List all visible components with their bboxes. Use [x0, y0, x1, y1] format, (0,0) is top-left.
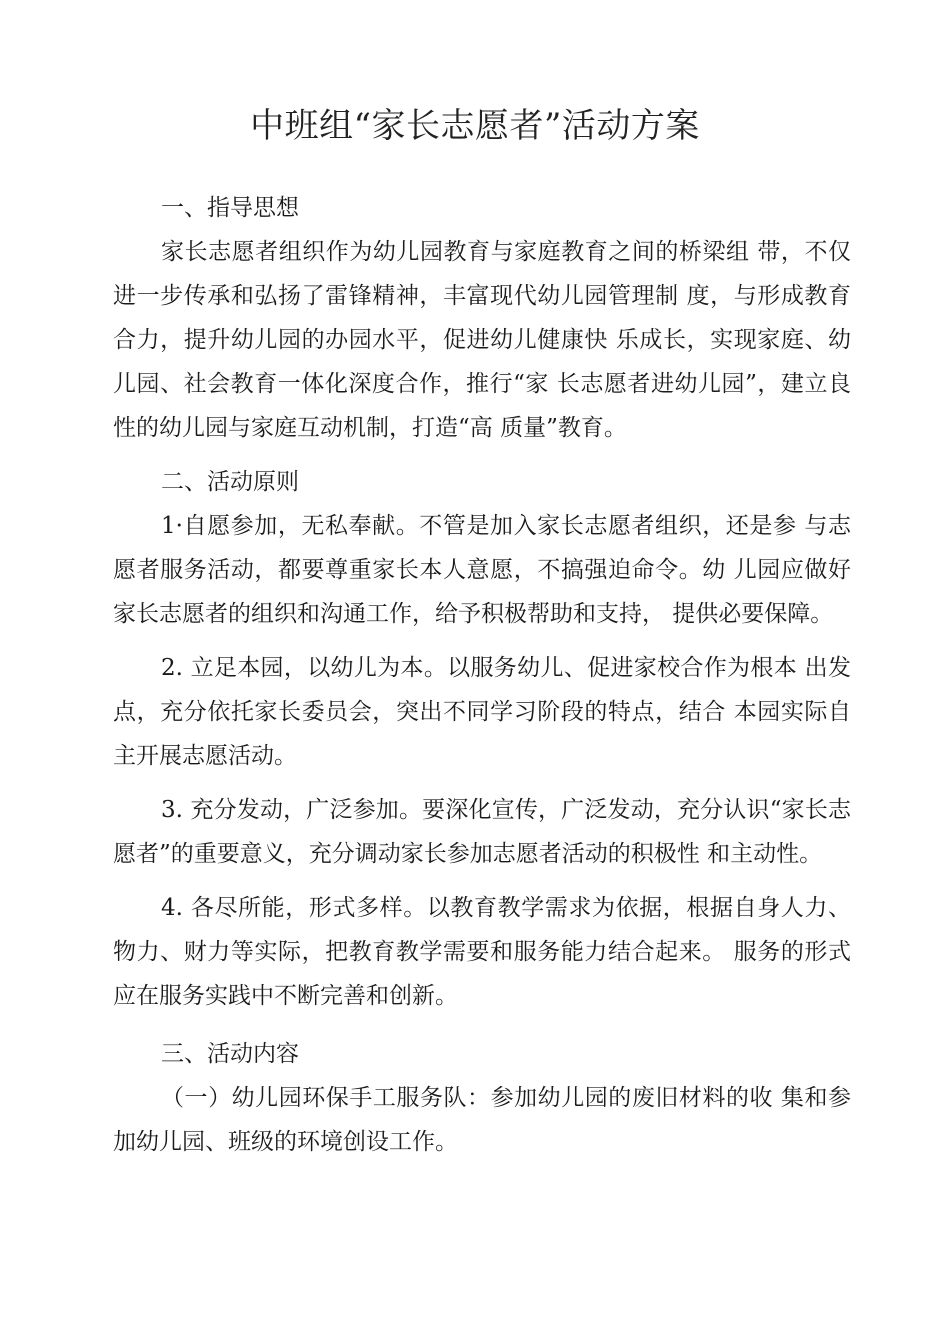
- document-body: [113, 186, 851, 1164]
- paragraph-principle-2: 2. 立足本园，以幼儿为本。以服务幼儿、促进家校合作为根本 出发点，充分依托家长委员会，突出不同学习阶段的特点，结合 本园实际自主开展志愿活动。: [113, 655, 851, 769]
- paragraph-content-1: （一）幼儿园环保手工服务队：参加幼儿园的废旧材料的收 集和参加幼儿园、班级的环境创设工作。: [113, 1085, 851, 1155]
- paragraph-principle-1: 1·自愿参加，无私奉献。不管是加入家长志愿者组织，还是参 与志愿者服务活动，都要尊重家长本人意愿，不搞强迫命令。幼 儿园应做好家长志愿者的组织和沟通工作，给予积极帮助和支持， 提供必要保障。: [113, 513, 851, 627]
- paragraph-principle-3: 3. 充分发动，广泛参加。要深化宣传，广泛发动，充分认识“家长志愿者”的重要意义，充分调动家长参加志愿者活动的积极性 和主动性。: [113, 797, 851, 867]
- document-title: 中班组“家长志愿者”活动方案: [250, 106, 700, 146]
- section-heading-guiding-ideology: 一、指导思想: [161, 195, 299, 221]
- section-heading-activity-content: 三、活动内容: [161, 1041, 299, 1067]
- paragraph-guiding-ideology: 家长志愿者组织作为幼儿园教育与家庭教育之间的桥梁组 带，不仅进一步传承和弘扬了雷锋精神，丰富现代幼儿园管理制 度，与形成教育合力，提升幼儿园的办园水平，促进幼儿健康快 乐成长，实现家庭、幼儿园、社会教育一体化深度合作，推行“家 长志愿者进幼儿园”，建立良性的幼儿园与家庭互动机制，打造“高 质量”教育。: [113, 239, 851, 441]
- section-heading-activity-principles: 二、活动原则: [161, 469, 299, 495]
- paragraph-principle-4: 4. 各尽所能，形式多样。以教育教学需求为依据，根据自身人力、物力、财力等实际，把教育教学需要和服务能力结合起来。 服务的形式应在服务实践中不断完善和创新。: [113, 895, 851, 1009]
